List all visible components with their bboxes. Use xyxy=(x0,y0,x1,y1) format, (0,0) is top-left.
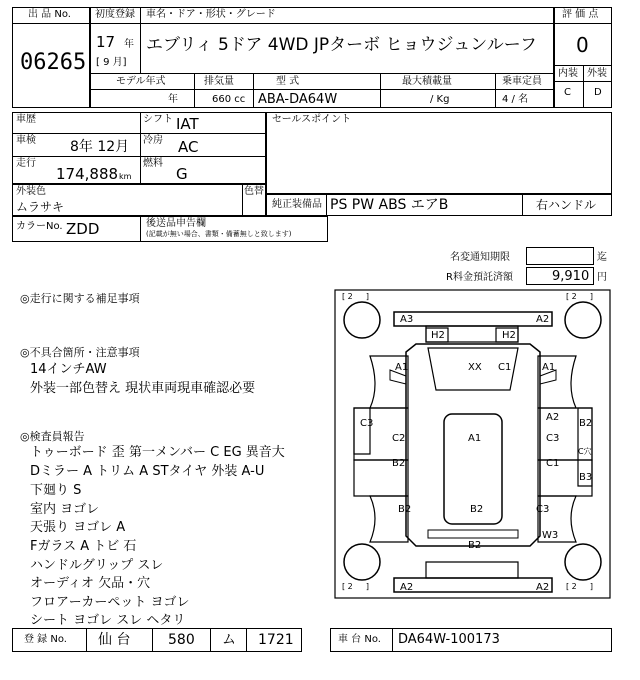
inspection-label: 車検 xyxy=(16,135,36,146)
year-unit: 年 xyxy=(124,39,134,50)
reg-area: 仙 台 xyxy=(98,632,131,648)
mark-rear-panel: B2 xyxy=(468,540,482,551)
specs-box xyxy=(12,112,266,184)
displacement-label: 排気量 xyxy=(204,76,234,87)
displacement-value: 660 cc xyxy=(212,94,246,105)
tire-tag-rl: [ 2 ] xyxy=(342,582,369,591)
shift-label: シフト xyxy=(143,114,173,125)
fuel-value: G xyxy=(176,165,188,183)
ac-label: 冷房 xyxy=(143,135,163,146)
grade-label: 評 価 点 xyxy=(562,9,599,20)
damage-diagram xyxy=(330,286,614,602)
ac-value: AC xyxy=(178,138,199,156)
color-label: 外装色 xyxy=(16,186,46,197)
mark-sill-right-hole: C穴 xyxy=(578,447,592,456)
lot-number: 06265 xyxy=(20,50,87,75)
shift-value: IAT xyxy=(176,115,199,133)
tire-tag-fl: [ 2 ] xyxy=(342,292,369,301)
mark-front-bumper-right: A2 xyxy=(536,314,550,325)
mark-door-right-front: C3 xyxy=(546,433,560,444)
chassis-label: 車 台 No. xyxy=(338,634,381,645)
color-no-value: ZDD xyxy=(66,220,100,238)
exterior-grade: D xyxy=(594,87,602,98)
mark-door-right-upper: A2 xyxy=(546,412,560,423)
inspector-line: フロアーカーペット ヨゴレ xyxy=(30,595,190,610)
handle-value: 右ハンドル xyxy=(536,198,597,212)
inspector-line: 下廻り S xyxy=(30,483,82,498)
max-load-label: 最大積載量 xyxy=(402,76,452,87)
body-icon xyxy=(406,344,540,546)
name-change-unit: 迄 xyxy=(597,252,607,263)
mark-headlight-left: H2 xyxy=(431,330,445,341)
name-change-box xyxy=(526,247,594,265)
mileage-label: 走行 xyxy=(16,158,36,169)
mark-bonnet: XX xyxy=(468,362,482,373)
mark-door-left-front: C2 xyxy=(392,433,406,444)
chassis-number: DA64W-100173 xyxy=(398,632,500,647)
model-year-unit: 年 xyxy=(168,94,178,105)
mark-door-right-rear: C1 xyxy=(546,458,560,469)
reg-kana: ム xyxy=(222,632,236,648)
name-change-label: 名変通知期限 xyxy=(450,252,510,263)
mark-front-bumper-left: A3 xyxy=(400,314,414,325)
equipment-value: PS PW ABS エアB xyxy=(330,197,449,213)
rear-report-label: 後送品申告欄 xyxy=(146,218,206,229)
recycle-unit: 円 xyxy=(597,272,607,283)
mark-sill-right-upper: B2 xyxy=(579,418,593,429)
mark-rear-bumper-right: A2 xyxy=(536,582,550,593)
inspector-line: Fガラス A トビ 石 xyxy=(30,539,137,554)
inspector-title: ◎検査員報告 xyxy=(20,430,85,443)
fuel-label: 燃料 xyxy=(143,158,163,169)
reg-class: 580 xyxy=(168,632,195,648)
mark-rear-roof: B2 xyxy=(470,504,484,515)
mark-fender-right: A1 xyxy=(542,362,556,373)
model-code: ABA-DA64W xyxy=(258,92,338,107)
defect-line: 14インチAW xyxy=(30,362,107,377)
inspector-line: Dミラー A トリム A STタイヤ 外装 A-U xyxy=(30,464,265,479)
history-label: 車歴 xyxy=(16,114,36,125)
first-reg-month: [ 9 月] xyxy=(96,57,127,68)
mark-door-left-rear: B2 xyxy=(392,458,406,469)
lot-label: 出 品 No. xyxy=(28,9,71,20)
mark-quarter-left: B2 xyxy=(398,504,412,515)
mark-quarter-right: C3 xyxy=(536,504,550,515)
first-reg-year: 17 xyxy=(96,33,116,51)
inspector-line: 室内 ヨゴレ xyxy=(30,502,100,517)
defects-title: ◎不具合箇所・注意事項 xyxy=(20,346,140,359)
first-reg-label: 初度登録 xyxy=(95,9,135,20)
capacity-label: 乗車定員 xyxy=(502,76,542,87)
mark-headlight-right: H2 xyxy=(502,330,516,341)
equipment-label: 純正装備品 xyxy=(272,199,322,210)
reg-label: 登 録 No. xyxy=(24,634,67,645)
rear-bumper-icon xyxy=(394,578,552,592)
mark-windshield: C1 xyxy=(498,362,512,373)
rear-report-note: (記載が無い場合、書類・備蓄無しと致します) xyxy=(146,230,292,238)
mark-sill-right-lower: B3 xyxy=(579,472,593,483)
inspection-value: 8年 12月 xyxy=(70,139,130,155)
inspector-line: 天張り ヨゴレ A xyxy=(30,520,126,535)
mileage-value: 174,888 xyxy=(56,165,119,183)
exterior-label: 外装 xyxy=(587,68,607,79)
recycle-label: R料金預託済額 xyxy=(446,272,513,283)
tire-tag-fr: [ 2 ] xyxy=(566,292,593,301)
front-bumper-icon xyxy=(394,312,552,326)
sales-points-label: セールスポイント xyxy=(272,114,352,125)
grade-value: 0 xyxy=(576,33,589,57)
tire-tag-rr: [ 2 ] xyxy=(566,582,593,591)
color-value: ムラサキ xyxy=(16,200,65,214)
tire-fr-icon xyxy=(565,302,601,338)
reg-number: 1721 xyxy=(258,632,294,648)
inspector-line: オーディオ 欠品・穴 xyxy=(30,576,151,591)
model-label: 型 式 xyxy=(276,76,300,87)
defect-line: 外装一部色替え 現状車両現車確認必要 xyxy=(30,381,256,396)
name-label: 車名・ドア・形状・グレード xyxy=(146,9,276,20)
capacity-value: 4 / 名 xyxy=(502,94,529,105)
mark-rear-glass: W3 xyxy=(542,530,559,541)
mark-roof: A1 xyxy=(468,433,482,444)
interior-grade: C xyxy=(564,87,571,98)
model-year-label: モデル年式 xyxy=(116,76,166,87)
vehicle-name: エブリィ 5ドア 4WD JPターボ ヒョウジュンルーフ xyxy=(146,35,537,55)
tire-rl-icon xyxy=(344,544,380,580)
tire-fl-icon xyxy=(344,302,380,338)
mark-sill-left: C3 xyxy=(360,418,374,429)
max-load-value: / Kg xyxy=(430,94,450,105)
inspector-line: シート ヨゴレ スレ ヘタリ xyxy=(30,613,186,628)
driving-title: ◎走行に関する補足事項 xyxy=(20,292,140,305)
color-no-label: カラーNo. xyxy=(16,221,63,232)
interior-label: 内装 xyxy=(558,68,578,79)
recycle-amount: 9,910 xyxy=(552,269,590,284)
inspector-line: トゥーボード 歪 第一メンバー C EG 異音大 xyxy=(30,445,285,460)
mileage-unit: km xyxy=(119,172,132,181)
mark-rear-bumper-left: A2 xyxy=(400,582,414,593)
inspector-line: ハンドルグリップ スレ xyxy=(30,558,164,573)
tire-rr-icon xyxy=(565,544,601,580)
color-change-label: 色替 xyxy=(244,186,264,197)
mark-fender-left: A1 xyxy=(395,362,409,373)
